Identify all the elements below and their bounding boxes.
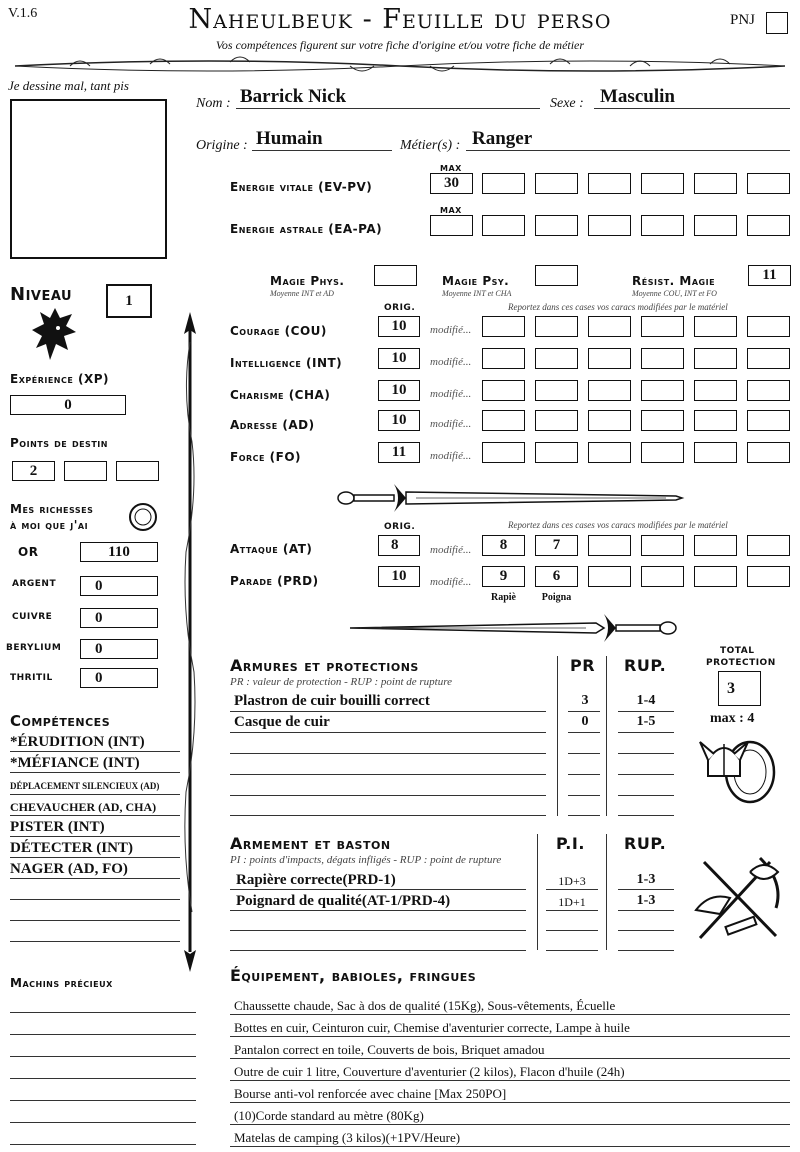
portrait-caption: Je dessine mal, tant pis <box>8 78 129 93</box>
weapons-col-divider <box>606 834 607 950</box>
equipment-item: Bourse anti-vol renforcée avec chaine [Max 250PO] <box>234 1086 507 1101</box>
nom-label: Nom : <box>196 96 231 111</box>
nom-value[interactable]: Barrick Nick <box>240 86 347 107</box>
wealth-cuivre-value[interactable]: 0 <box>80 608 158 628</box>
armor-legend: PR : valeur de protection - RUP : point de rupture <box>230 676 452 688</box>
competence-line <box>10 772 180 773</box>
stat-fo-cell[interactable] <box>588 442 631 463</box>
weapons-pi-header: P.I. <box>556 834 585 853</box>
weapons-rup-header: RUP. <box>624 834 667 853</box>
dragon-icon <box>30 304 80 366</box>
nom-underline <box>236 108 540 109</box>
total-protection-label-2: PROTECTION <box>706 658 776 668</box>
armor-line <box>618 815 674 816</box>
armor-col-divider <box>606 656 607 816</box>
equipment-line <box>230 1058 790 1059</box>
equipment-item: Matelas de camping (3 kilos)(+1PV/Heure) <box>234 1130 461 1145</box>
armor-row-rup: 1-5 <box>636 714 656 729</box>
weapon-row-name: Rapière correcte(PRD-1) <box>236 872 396 888</box>
equipment-item: Outre de cuir 1 litre, Couverture d'aventurier (2 kilos), Flacon d'huile (24h) <box>234 1064 625 1079</box>
stat-fo-cell[interactable] <box>482 442 525 463</box>
at-modif-label: modifié... <box>430 544 472 556</box>
machins-line <box>10 1100 196 1101</box>
ea-cell[interactable] <box>535 215 578 236</box>
weapons-title: Armement et baston <box>230 834 391 853</box>
total-protection-label-1: TOTAL <box>720 646 755 656</box>
stat-ad-cell[interactable] <box>747 410 790 431</box>
wealth-berylium-value[interactable]: 0 <box>80 639 158 659</box>
metier-value[interactable]: Ranger <box>472 128 533 149</box>
equipment-item: Chaussette chaude, Sac à dos de qualité (15Kg), Sous-vêtements, Écuelle <box>234 998 616 1013</box>
equipment-line <box>230 1146 790 1147</box>
stat-ad-orig[interactable]: 10 <box>378 410 420 431</box>
wealth-thritil-label: THRITIL <box>10 673 53 683</box>
weapon-line <box>546 930 598 931</box>
prd-cell[interactable] <box>588 566 631 587</box>
competence-line <box>10 857 180 858</box>
machins-label: Machins précieux <box>10 976 113 990</box>
ev-cell[interactable] <box>588 173 631 194</box>
stat-cha-label: Charisme (CHA) <box>230 388 331 402</box>
at-cell[interactable] <box>588 535 631 556</box>
magie-phys-value[interactable] <box>374 265 417 286</box>
competence-line <box>10 941 180 942</box>
stat-cha-cell[interactable] <box>694 380 737 401</box>
stat-ad-cell[interactable] <box>482 410 525 431</box>
weapon-line <box>230 950 526 951</box>
stat-cha-modif-label: modifié... <box>430 388 472 400</box>
stat-ad-label: Adresse (AD) <box>230 418 315 432</box>
stat-fo-label: Force (FO) <box>230 450 302 464</box>
metier-underline <box>466 150 790 151</box>
combat-note: Reportez dans ces cases vos caracs modifiées par le matériel <box>508 520 728 530</box>
prd-label: Parade (PRD) <box>230 574 319 588</box>
at-mod-value[interactable]: 7 <box>535 535 578 556</box>
ev-cell[interactable] <box>641 173 684 194</box>
at-cell[interactable] <box>747 535 790 556</box>
wealth-argent-value[interactable]: 0 <box>80 576 158 596</box>
stat-cha-cell[interactable] <box>535 380 578 401</box>
prd-orig[interactable]: 10 <box>378 566 420 587</box>
stat-fo-cell[interactable] <box>694 442 737 463</box>
title-vine-ornament <box>10 52 790 80</box>
stat-ad-cell[interactable] <box>641 410 684 431</box>
stat-int-modif-label: modifié... <box>430 356 472 368</box>
magie-psy-label: Magie Psy. <box>442 274 510 288</box>
prd-modif-label: modifié... <box>430 576 472 588</box>
destin-label: Points de destin <box>10 436 108 450</box>
weapons-bundle-icon <box>690 852 786 948</box>
weapon-row-rup: 1-3 <box>636 893 656 908</box>
armor-row-name: Plastron de cuir bouilli correct <box>234 693 430 709</box>
weapon-line <box>618 889 674 890</box>
origine-value[interactable]: Humain <box>256 128 323 149</box>
stat-cou-label: Courage (COU) <box>230 324 327 338</box>
stat-int-cell[interactable] <box>588 348 631 369</box>
equipment-title: Équipement, babioles, fringues <box>230 966 477 985</box>
armor-col-divider <box>557 656 558 816</box>
sword-ornament <box>346 610 686 646</box>
resist-magie-value[interactable]: 11 <box>748 265 791 286</box>
armor-line <box>230 774 546 775</box>
combat-orig-label: ORIG. <box>384 522 416 532</box>
version-label: V.1.6 <box>8 6 38 21</box>
armor-rup-header: RUP. <box>624 656 667 675</box>
magie-phys-sub: Moyenne INT et AD <box>270 289 334 298</box>
stat-fo-cell[interactable] <box>641 442 684 463</box>
armor-line <box>568 732 600 733</box>
armor-line <box>568 711 600 712</box>
armor-pr-header: PR <box>570 656 596 675</box>
xp-label: Expérience (XP) <box>10 372 110 386</box>
armor-title: Armures et protections <box>230 656 419 675</box>
competence-item: PISTER (INT) <box>10 819 105 835</box>
wealth-thritil-value[interactable]: 0 <box>80 668 158 688</box>
at-cell[interactable] <box>641 535 684 556</box>
wealth-label-2: à moi que j'ai <box>10 518 89 532</box>
machins-line <box>10 1078 196 1079</box>
equipment-item: (10)Corde standard au mètre (80Kg) <box>234 1108 424 1123</box>
sexe-label: Sexe : <box>550 96 584 111</box>
equipment-line <box>230 1102 790 1103</box>
pnj-checkbox[interactable] <box>766 12 788 34</box>
competence-item: DÉPLACEMENT SILENCIEUX (AD) <box>10 781 160 791</box>
resist-magie-sub: Moyenne COU, INT et FO <box>632 289 717 298</box>
ev-cell[interactable] <box>747 173 790 194</box>
stat-cou-cell[interactable] <box>747 316 790 337</box>
competence-item: DÉTECTER (INT) <box>10 840 133 856</box>
competence-item: *ÉRUDITION (INT) <box>10 734 145 750</box>
stat-int-label: Intelligence (INT) <box>230 356 343 370</box>
armor-line <box>230 815 546 816</box>
stat-cha-cell[interactable] <box>747 380 790 401</box>
equipment-line <box>230 1080 790 1081</box>
at-label: Attaque (AT) <box>230 542 313 556</box>
wealth-or-value[interactable]: 110 <box>80 542 158 562</box>
competence-line <box>10 878 180 879</box>
total-protection-value[interactable]: 3 <box>718 671 761 706</box>
competence-item: CHEVAUCHER (AD, CHA) <box>10 800 157 814</box>
stat-cou-cell[interactable] <box>535 316 578 337</box>
ev-label: Energie vitale (EV-PV) <box>230 180 373 194</box>
armor-row-rup: 1-4 <box>636 693 656 708</box>
equipment-line <box>230 1014 790 1015</box>
destin-value-3[interactable] <box>116 461 159 481</box>
stat-ad-modif-label: modifié... <box>430 418 472 430</box>
sword-ornament <box>336 480 686 516</box>
sexe-underline <box>594 108 790 109</box>
armor-row-pr: 0 <box>581 714 589 729</box>
armor-line <box>618 795 674 796</box>
destin-value-2[interactable] <box>64 461 107 481</box>
armor-line <box>618 774 674 775</box>
ea-max-label: MAX <box>440 206 462 215</box>
weapons-legend: PI : points d'impacts, dégats infligés - RUP : point de rupture <box>230 854 502 866</box>
ev-cell[interactable] <box>535 173 578 194</box>
ev-cell[interactable] <box>694 173 737 194</box>
armor-line <box>230 711 546 712</box>
weapon-row-pi: 1D+1 <box>558 895 586 909</box>
competence-line <box>10 836 180 837</box>
stats-note: Reportez dans ces cases vos caracs modifiées par le matériel <box>508 302 728 312</box>
ea-max-value[interactable] <box>430 215 473 236</box>
armor-line <box>568 795 600 796</box>
prd-mod-value[interactable]: 9 <box>482 566 525 587</box>
stat-cha-cell[interactable] <box>588 380 631 401</box>
stat-ad-cell[interactable] <box>588 410 631 431</box>
prd-mod-value[interactable]: 6 <box>535 566 578 587</box>
ev-max-value[interactable]: 30 <box>430 173 473 194</box>
ea-label: Energie astrale (EA-PA) <box>230 222 383 236</box>
wealth-berylium-label: BERYLIUM <box>6 643 62 653</box>
pnj-label: PNJ <box>730 12 756 28</box>
stat-fo-modif-label: modifié... <box>430 450 472 462</box>
coin-icon <box>128 502 158 532</box>
niveau-label: Niveau <box>10 284 73 305</box>
origine-label: Origine : <box>196 138 248 153</box>
origine-underline <box>252 150 392 151</box>
magie-psy-sub: Moyenne INT et CHA <box>442 289 512 298</box>
at-mod-value[interactable]: 8 <box>482 535 525 556</box>
at-orig[interactable]: 8 <box>378 535 420 556</box>
sexe-value[interactable]: Masculin <box>600 86 675 107</box>
niveau-value[interactable]: 1 <box>106 284 152 318</box>
armor-row-name: Casque de cuir <box>234 714 330 730</box>
spear-ornament <box>180 312 200 972</box>
competence-item: NAGER (AD, FO) <box>10 861 128 877</box>
stat-cha-cell[interactable] <box>641 380 684 401</box>
stat-ad-cell[interactable] <box>535 410 578 431</box>
competence-line <box>10 794 180 795</box>
prd-cell[interactable] <box>694 566 737 587</box>
helmet-shield-icon <box>698 730 778 810</box>
armor-line <box>568 774 600 775</box>
xp-value[interactable]: 0 <box>10 395 126 415</box>
ev-max-label: MAX <box>440 164 462 173</box>
stat-cou-cell[interactable] <box>641 316 684 337</box>
competences-label: Compétences <box>10 712 111 730</box>
weapon-line <box>618 910 674 911</box>
ea-cell[interactable] <box>747 215 790 236</box>
page-subtitle: Vos compétences figurent sur votre fiche d'origine et/ou votre fiche de métier <box>215 38 585 52</box>
ea-cell[interactable] <box>588 215 631 236</box>
weapon-row-rup: 1-3 <box>636 872 656 887</box>
armor-line <box>618 753 674 754</box>
machins-line <box>10 1144 196 1145</box>
prd-cell[interactable] <box>641 566 684 587</box>
competence-line <box>10 899 180 900</box>
stat-cou-cell[interactable] <box>694 316 737 337</box>
weapon-line <box>546 889 598 890</box>
stat-cou-cell[interactable] <box>588 316 631 337</box>
armor-line <box>568 815 600 816</box>
weapon-tag-1: Rapiè <box>491 592 516 603</box>
weapons-col-divider <box>537 834 538 950</box>
competence-line <box>10 815 180 816</box>
armor-line <box>230 732 546 733</box>
magie-phys-label: Magie Phys. <box>270 274 345 288</box>
weapon-line <box>618 950 674 951</box>
stats-orig-label: ORIG. <box>384 303 416 313</box>
at-cell[interactable] <box>694 535 737 556</box>
stat-int-cell[interactable] <box>641 348 684 369</box>
machins-line <box>10 1122 196 1123</box>
page-title: Naheulbeuk - Feuille du perso <box>188 4 612 35</box>
weapon-line <box>618 930 674 931</box>
destin-value-1[interactable]: 2 <box>12 461 55 481</box>
weapon-line <box>230 930 526 931</box>
weapon-line <box>546 950 598 951</box>
wealth-label-1: Mes richesses <box>10 502 94 516</box>
weapon-row-pi: 1D+3 <box>558 874 586 888</box>
stat-cou-orig[interactable]: 10 <box>378 316 420 337</box>
weapon-row-name: Poignard de qualité(AT-1/PRD-4) <box>236 893 451 909</box>
armor-line <box>230 753 546 754</box>
competence-line <box>10 751 180 752</box>
weapon-tag-2: Poigna <box>541 592 572 603</box>
equipment-line <box>230 1036 790 1037</box>
machins-line <box>10 1056 196 1057</box>
weapon-line <box>546 910 598 911</box>
competence-line <box>10 920 180 921</box>
stat-ad-cell[interactable] <box>694 410 737 431</box>
stat-fo-orig[interactable]: 11 <box>378 442 420 463</box>
armor-line <box>618 711 674 712</box>
portrait-frame[interactable] <box>10 99 167 259</box>
stat-int-cell[interactable] <box>747 348 790 369</box>
armor-max: max : 4 <box>710 711 755 726</box>
ea-cell[interactable] <box>641 215 684 236</box>
machins-line <box>10 1034 196 1035</box>
stat-int-cell[interactable] <box>694 348 737 369</box>
stat-fo-cell[interactable] <box>535 442 578 463</box>
ea-cell[interactable] <box>694 215 737 236</box>
stat-fo-cell[interactable] <box>747 442 790 463</box>
competence-item: *MÉFIANCE (INT) <box>10 755 140 771</box>
equipment-line <box>230 1124 790 1125</box>
weapon-line <box>230 910 526 911</box>
resist-magie-label: Résist. Magie <box>632 274 716 288</box>
wealth-cuivre-label: CUIVRE <box>12 612 53 622</box>
metier-label: Métier(s) : <box>400 138 461 153</box>
stat-int-cell[interactable] <box>482 348 525 369</box>
wealth-or-label: OR <box>18 545 39 559</box>
stat-cou-modif-label: modifié... <box>430 324 472 336</box>
machins-line <box>10 1012 196 1013</box>
equipment-item: Bottes en cuir, Ceinturon cuir, Chemise d'aventurier correcte, Lampe à huile <box>234 1020 630 1035</box>
armor-row-pr: 3 <box>581 693 589 708</box>
prd-cell[interactable] <box>747 566 790 587</box>
weapon-line <box>230 889 526 890</box>
stat-int-orig[interactable]: 10 <box>378 348 420 369</box>
stat-cou-cell[interactable] <box>482 316 525 337</box>
armor-line <box>230 795 546 796</box>
ev-cell[interactable] <box>482 173 525 194</box>
magie-psy-value[interactable] <box>535 265 578 286</box>
stat-cha-orig[interactable]: 10 <box>378 380 420 401</box>
stat-cha-cell[interactable] <box>482 380 525 401</box>
wealth-argent-label: ARGENT <box>12 579 57 589</box>
armor-line <box>568 753 600 754</box>
stat-int-cell[interactable] <box>535 348 578 369</box>
equipment-item: Pantalon correct en toile, Couverts de bois, Briquet amadou <box>234 1042 545 1057</box>
armor-line <box>618 732 674 733</box>
ea-cell[interactable] <box>482 215 525 236</box>
